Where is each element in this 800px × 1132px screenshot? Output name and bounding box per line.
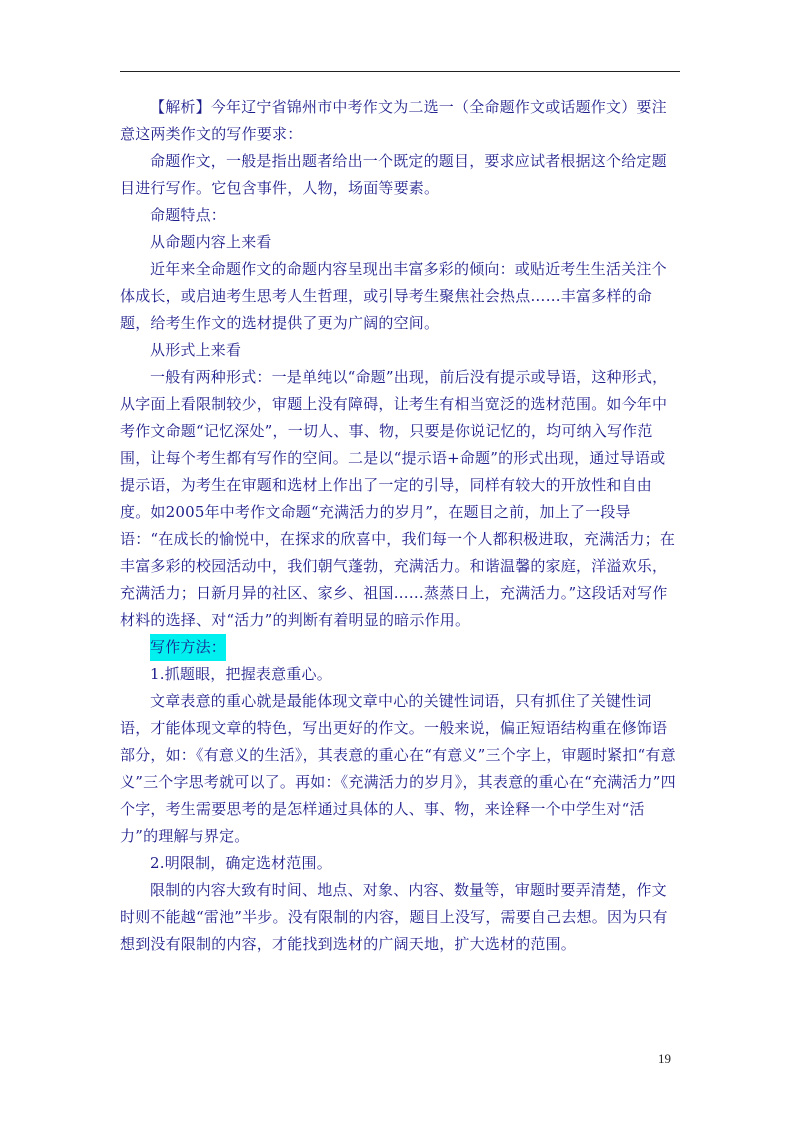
subheading-form-view: 从形式上来看 (150, 341, 242, 359)
header-rule (120, 71, 680, 72)
proposition-essay-definition: 命题作文，一般是指出题者给出一个既定的题目，要求应试者根据这个给定题目进行写作。它包含事件，人物，场面等要素。 (120, 152, 667, 197)
page-number: 19 (658, 1051, 671, 1066)
content-trend-paragraph: 近年来全命题作文的命题内容呈现出丰富多彩的倾向：或贴近考生生活关注个体成长，或启迪考生思考人生哲理，或引导考生聚焦社会热点……丰富多样的命题，给考生作文的选材提供了更为广阔的空间。 (120, 260, 667, 332)
method-2-heading: 2.明限制，确定选材范围。 (150, 854, 332, 872)
analysis-intro-paragraph: 【解析】今年辽宁省锦州市中考作文为二选一（全命题作文或话题作文）要注意这两类作文的写作要求： (120, 98, 667, 143)
writing-method-heading-row (120, 634, 680, 661)
writing-method-heading: 写作方法： (150, 634, 226, 661)
method-1-paragraph: 文章表意的重心就是最能体现文章中心的关键性词语，只有抓住了关键性词语，才能体现文章的特色，写出更好的作文。一般来说，偏正短语结构重在修饰语部分，如：《有意义的生活》，其表意的重心在“有意义”三个字上，审题时紧扣“有意义”三个字思考就可以了。再如：《充满活力的岁月》，其表意的重心在“充满活力”四个字，考生需要思考的是怎样通过具体的人、事、物，来诠释一个中学生对“活力”的理解与界定。 (120, 692, 676, 845)
method-1-heading: 1.抓题眼，把握表意重心。 (150, 665, 332, 683)
two-forms-paragraph: 一般有两种形式：一是单纯以“命题”出现，前后没有提示或导语，这种形式，从字面上看限制较少，审题上没有障碍，让考生有相当宽泛的选材范围。如今年中考作文命题“记忆深处”，一切人、事、物，只要是你说记忆的，均可纳入写作范围，让每个考生都有写作的空间。二是以“提示语+命题”的形式出现，通过导语或提示语，为考生在审题和选材上作出了一定的引导，同样有较大的开放性和自由度。如2005年中考作文命题“充满活力的岁月”，在题目之前，加上了一段导语：“在成长的愉悦中，在探求的欣喜中，我们每一个人都积极进取，充满活力；在丰富多彩的校园活动中，我们朝气蓬勃，充满活力。和谐温馨的家庭，洋溢欢乐，充满活力；日新月异的社区、家乡、祖国……蒸蒸日上，充满活力。”这段话对写作材料的选择、对“活力”的判断有着明显的暗示作用。 (120, 368, 676, 629)
subheading-content-view: 从命题内容上来看 (150, 233, 272, 251)
document-body (120, 94, 680, 958)
method-2-paragraph: 限制的内容大致有时间、地点、对象、内容、数量等，审题时要弄清楚，作文时则不能越“雷池”半步。没有限制的内容，题目上没写，需要自己去想。因为只有想到没有限制的内容，才能找到选材的广阔天地，扩大选材的范围。 (120, 881, 668, 953)
section-heading-features: 命题特点： (150, 206, 227, 224)
